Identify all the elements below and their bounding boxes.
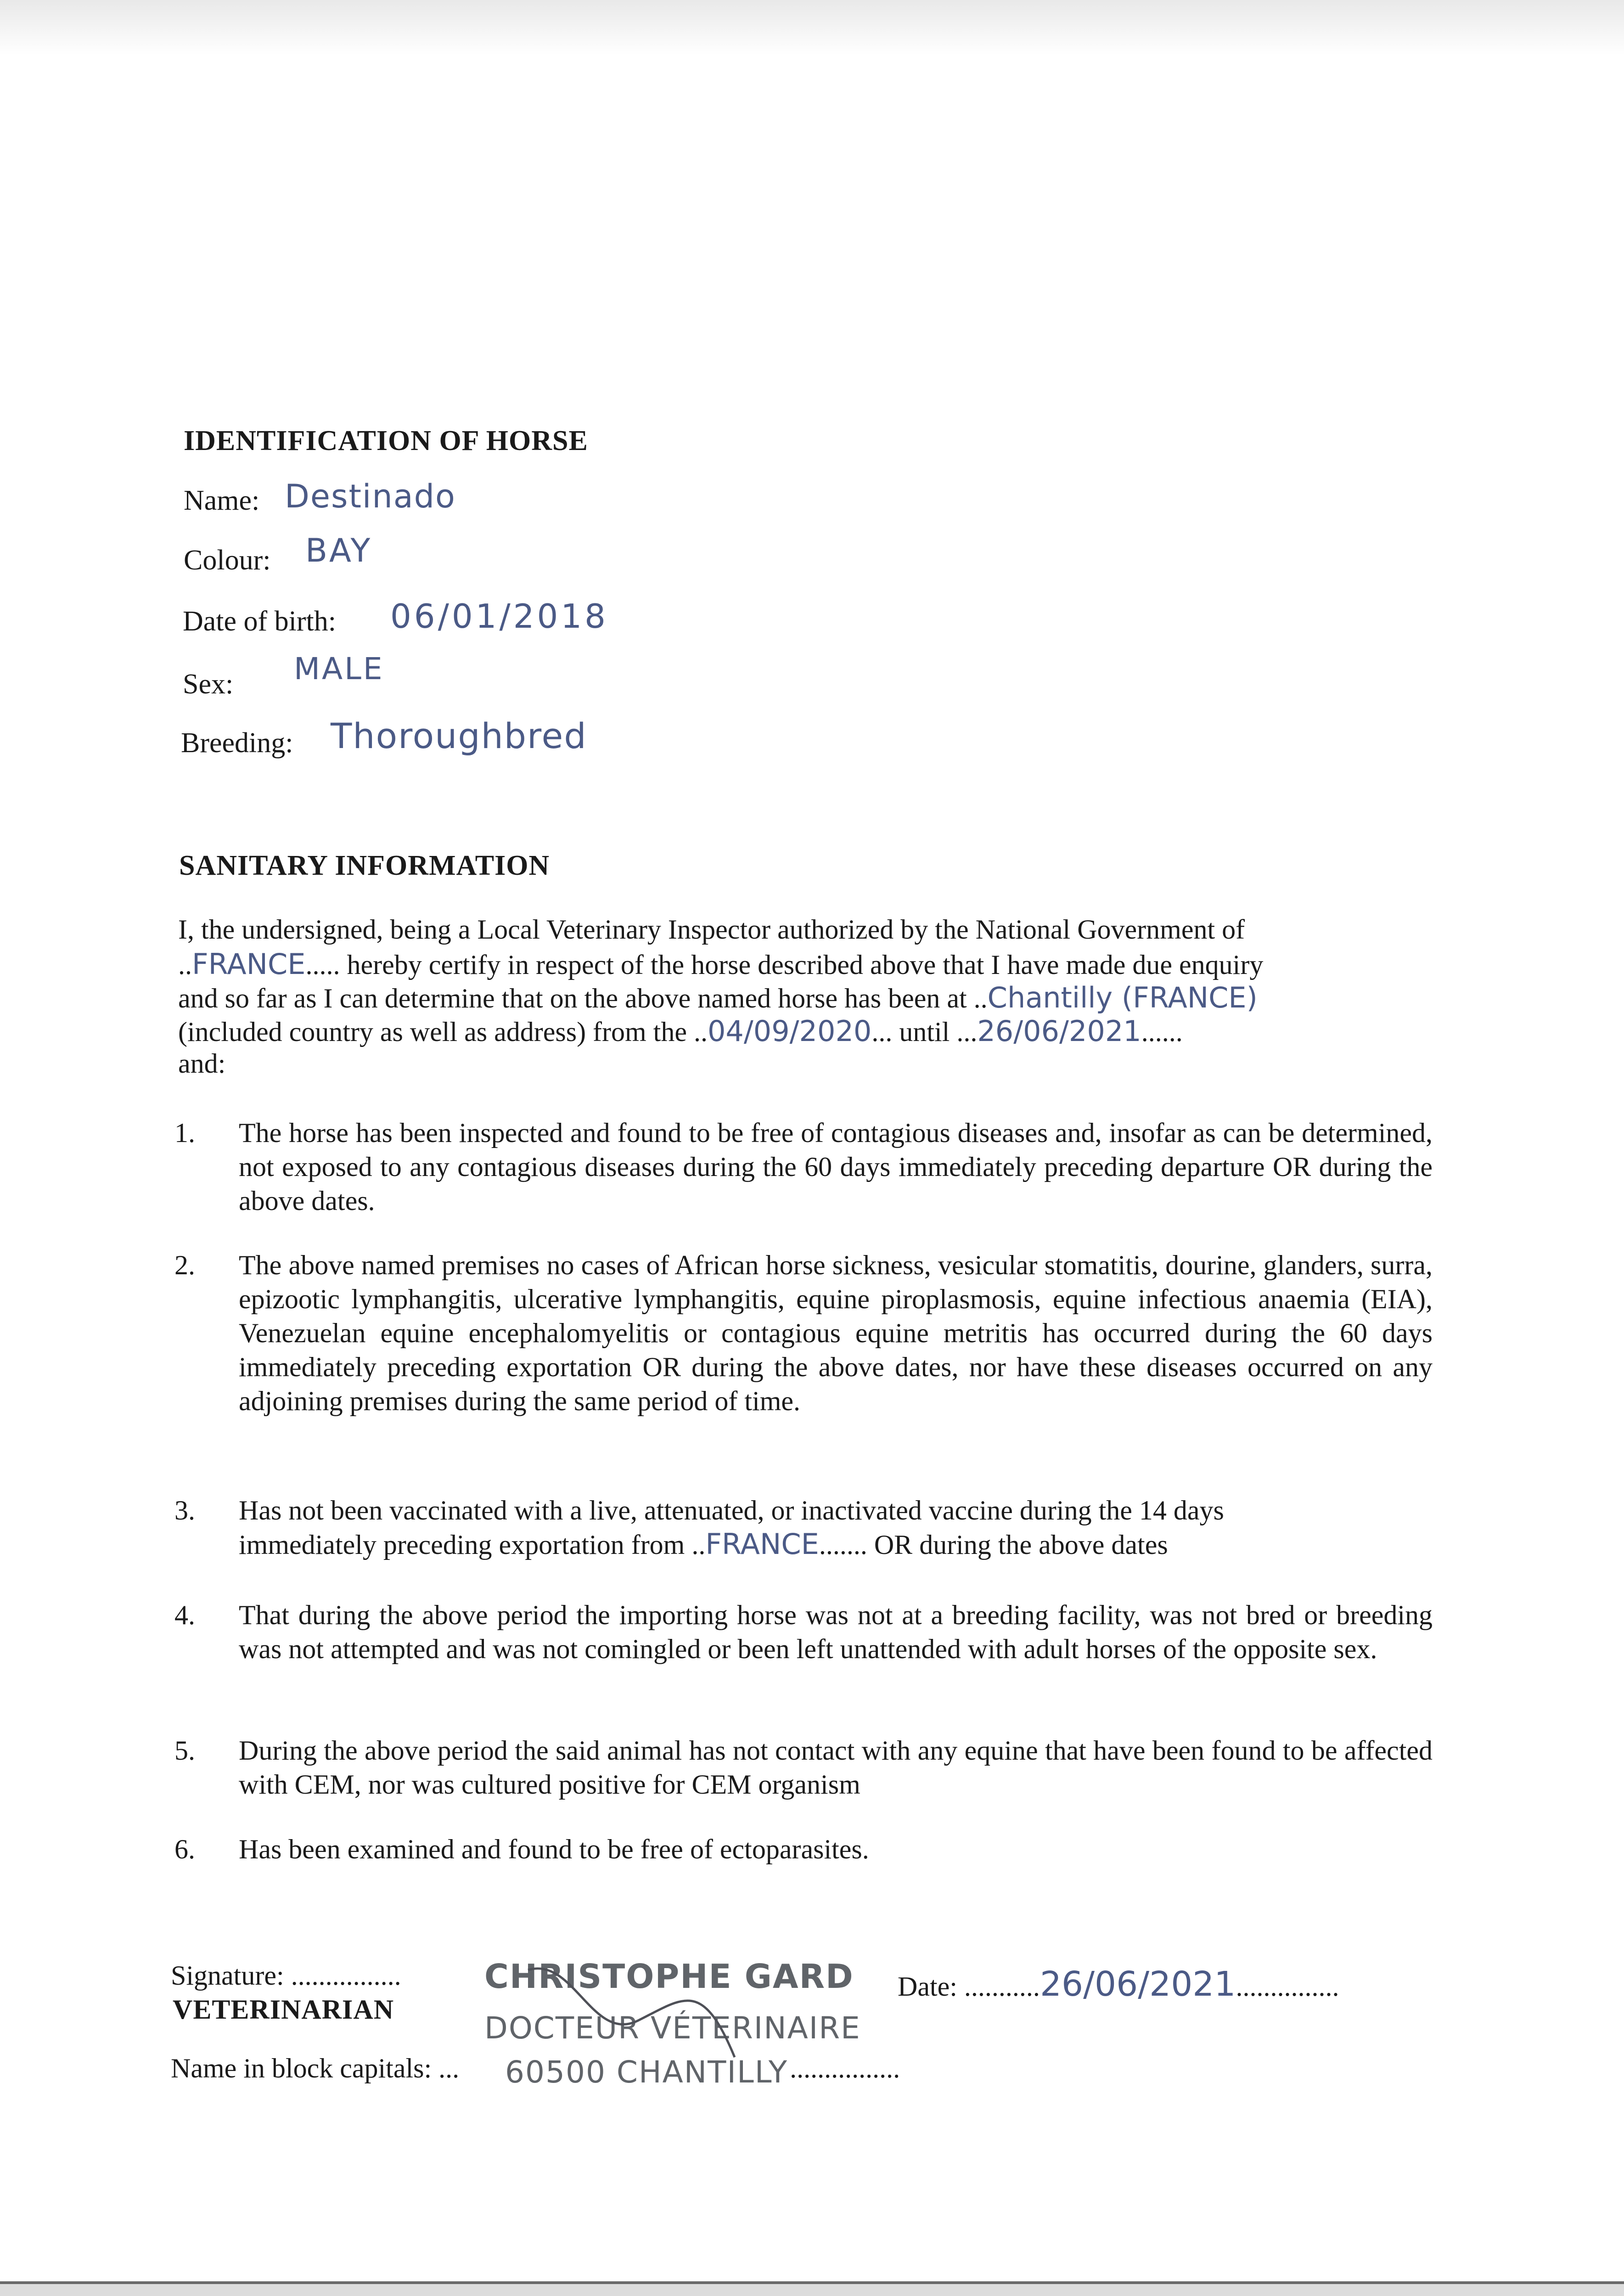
name-label: Name:	[184, 485, 260, 516]
signature-scribble	[519, 1952, 758, 2071]
intro-line-5: and:	[178, 1048, 226, 1079]
signature-stroke	[528, 1969, 735, 2057]
country-value: FRANCE	[192, 947, 306, 981]
signature-label: Signature: ................	[171, 1960, 401, 1991]
signature-date-value: 26/06/2021	[1040, 1964, 1236, 2004]
colour-label: Colour:	[184, 545, 271, 576]
breeding-label: Breeding:	[181, 727, 293, 759]
sex-value: MALE	[294, 651, 384, 687]
identification-heading: IDENTIFICATION OF HORSE	[184, 425, 588, 456]
vet-stamp-address: 60500 CHANTILLY	[505, 2054, 788, 2090]
date-row: Date: ...........26/06/2021...............	[898, 1964, 1339, 2004]
intro-line-4: (included country as well as address) from the ..04/09/2020... until ...26/06/2021......	[178, 1014, 1183, 1048]
intro-line-1: I, the undersigned, being a Local Veterinary Inspector authorized by the National Government of	[178, 914, 1245, 945]
location-value: Chantilly (FRANCE)	[987, 981, 1258, 1014]
dob-label: Date of birth:	[183, 606, 337, 637]
vet-stamp-name: CHRISTOPHE GARD	[484, 1957, 854, 1996]
dob-value: 06/01/2018	[390, 597, 608, 636]
colour-value: BAY	[305, 532, 372, 569]
certificate-page: IDENTIFICATION OF HORSE Name: Destinado Colour: BAY Date of birth: 06/01/2018 Sex: MALE Breeding: Thoroughbred SANITARY INFORMATION I, the undersigned, being a Local Veterinary Inspector authorized by the National Government of ..FRANCE..... hereby certify in respect of the horse described above that I have made due enquiry and so far as I can determine that on the above named horse has been at ..Chantilly (FRANCE) (included country as well as address) from the ..04/09/2020... until ...26/06/2021...... and: 1. The horse has been inspected and found to be free of contagious diseases and, insofar as can be determined, not exposed to any contagious diseases during the 60 days immediately preceding departure OR during the above dates. 2. The above named premises no cases of African horse sickness, vesicular stomatitis, dourine, glanders, surra, epizootic lymphangitis, ulcerative lymphangitis, equine piroplasmosis, equine infectious anaemia (EIA), Venezuelan equine encephalomyelitis or contagious equine metritis has occurred during the 60 days immediately preceding exportation OR during the above dates, nor have these diseases occurred on any adjoining premises during the same period of time. 3. Has not been vaccinated with a live, attenuated, or inactivated vaccine during the 14 days immediately preceding exportation from ..FRANCE....... OR during the above dates 4. That during the above period the importing horse was not at a breeding facility, was not bred or breeding was not attempted and was not comingled or been left unattended with adult horses of the opposite sex. 5. During the above period the said animal has not contact with any equine that have been found to be affected with CEM, nor was cultured positive for CEM organism 6. Has been examined and found to be free of ectoparasites. Signature: ................ VETERINARIAN Name in block capitals: ... ................ CHRISTOPHE GARD DOCTEUR VÉTERINAIRE 60500 CHANTILLY Date: ...........26/06/2021...............	[0, 0, 1624, 2296]
scan-bottom-edge	[0, 2281, 1624, 2296]
export-country-value: FRANCE	[705, 1527, 819, 1561]
vet-stamp-title: DOCTEUR VÉTERINAIRE	[484, 2010, 861, 2046]
from-date-value: 04/09/2020	[707, 1014, 872, 1048]
name-value: Destinado	[285, 478, 456, 515]
sex-label: Sex:	[183, 669, 234, 700]
veterinarian-label: VETERINARIAN	[173, 1994, 394, 2025]
sanitary-heading: SANITARY INFORMATION	[179, 850, 550, 881]
block-capitals-label: Name in block capitals: ... ................	[171, 2053, 900, 2083]
until-date-value: 26/06/2021	[977, 1014, 1141, 1048]
intro-line-3: and so far as I can determine that on the above named horse has been at ..Chantilly (FRANCE)	[178, 981, 1258, 1014]
breeding-value: Thoroughbred	[331, 715, 587, 756]
intro-line-2: ..FRANCE..... hereby certify in respect of the horse described above that I have made due enquiry	[178, 947, 1264, 981]
scan-shadow-top	[0, 0, 1624, 55]
